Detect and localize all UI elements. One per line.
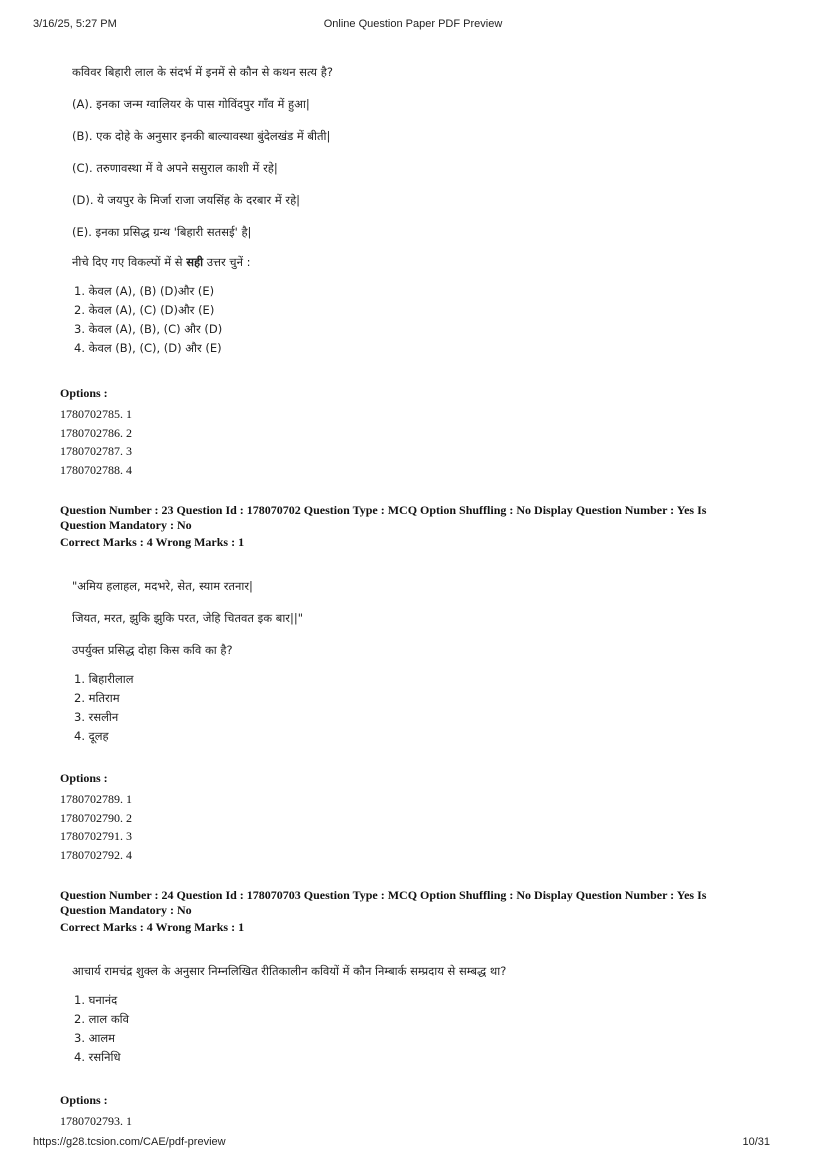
statement-e: (E). इनका प्रसिद्ध ग्रन्थ 'बिहारी सतसई' है| bbox=[72, 225, 252, 239]
question-23-meta bbox=[60, 503, 780, 550]
choice-item: 3. रसलीन bbox=[74, 710, 119, 724]
option-id: 1780702787. 3 bbox=[60, 444, 132, 458]
option-id: 1780702792. 4 bbox=[60, 847, 132, 862]
statement-d: (D). ये जयपुर के मिर्जा राजा जयसिंह के दरबार में रहे| bbox=[72, 193, 301, 207]
question-24-meta bbox=[60, 888, 780, 935]
question-23 bbox=[60, 578, 760, 746]
print-datetime: 3/16/25, 5:27 PM bbox=[33, 18, 117, 30]
choice-item: 3. आलम bbox=[74, 1031, 116, 1045]
question-stem: उपर्युक्त प्रसिद्ध दोहा किस कवि का है? bbox=[72, 643, 233, 657]
choice-list bbox=[60, 282, 760, 358]
question-meta-line: Question Mandatory : No bbox=[60, 903, 192, 917]
question-24 bbox=[60, 963, 780, 1067]
option-id: 1780702786. 2 bbox=[60, 425, 132, 440]
verse-line: जियत, मरत, झुकि झुकि परत, जेहि चितवत इक बार||" bbox=[72, 611, 304, 625]
choice-item: 4. रसनिधि bbox=[74, 1050, 121, 1064]
page-url: https://g28.tcsion.com/CAE/pdf-preview bbox=[33, 1136, 226, 1148]
choice-item: 1. घनानंद bbox=[74, 993, 118, 1007]
choice-list bbox=[60, 991, 780, 1067]
marks-line: Correct Marks : 4 Wrong Marks : 1 bbox=[60, 920, 245, 934]
instruction: नीचे दिए गए विकल्पों में से सही उत्तर चुनें : bbox=[72, 255, 251, 269]
options-title: Options : bbox=[60, 771, 108, 785]
options-title: Options : bbox=[60, 386, 108, 400]
print-footer bbox=[0, 1136, 826, 1152]
print-header bbox=[0, 18, 826, 34]
option-id: 1780702791. 3 bbox=[60, 829, 132, 843]
question-stem: आचार्य रामचंद्र शुक्ल के अनुसार निम्नलिखित रीतिकालीन कवियों में कौन निम्बार्क सम्प्रदाय से सम्बद्ध था? bbox=[72, 964, 507, 978]
statement-b: (B). एक दोहे के अनुसार इनकी बाल्यावस्था बुंदेलखंड में बीती| bbox=[72, 129, 331, 143]
choice-item: 2. केवल (A), (C) (D)और (E) bbox=[74, 303, 215, 317]
choice-item: 4. दूलह bbox=[74, 729, 109, 743]
statement-c: (C). तरुणावस्था में वे अपने ससुराल काशी में रहे| bbox=[72, 161, 278, 175]
question-22 bbox=[60, 64, 760, 358]
option-id: 1780702788. 4 bbox=[60, 462, 132, 477]
verse-line: "अमिय हलाहल, मदभरे, सेत, स्याम रतनार| bbox=[72, 579, 253, 593]
option-id: 1780702785. 1 bbox=[60, 407, 132, 421]
question-meta-line: Question Number : 23 Question Id : 178070702 Question Type : MCQ Option Shuffling : No Display Question Number : Yes Is bbox=[60, 503, 707, 517]
options-24 bbox=[60, 1093, 760, 1131]
options-23 bbox=[60, 771, 760, 864]
print-title: Online Question Paper PDF Preview bbox=[323, 18, 503, 30]
choice-list bbox=[60, 670, 760, 746]
choice-item: 1. बिहारीलाल bbox=[74, 672, 134, 686]
choice-item: 4. केवल (B), (C), (D) और (E) bbox=[74, 341, 222, 355]
options-22 bbox=[60, 386, 760, 479]
question-stem: कविवर बिहारी लाल के संदर्भ में इनमें से कौन से कथन सत्य है? bbox=[72, 65, 333, 79]
choice-item: 1. केवल (A), (B) (D)और (E) bbox=[74, 284, 215, 298]
choice-item: 3. केवल (A), (B), (C) और (D) bbox=[74, 322, 223, 336]
question-meta-line: Question Number : 24 Question Id : 178070703 Question Type : MCQ Option Shuffling : No Display Question Number : Yes Is bbox=[60, 888, 707, 902]
marks-line: Correct Marks : 4 Wrong Marks : 1 bbox=[60, 535, 245, 549]
option-id: 1780702789. 1 bbox=[60, 792, 132, 806]
statement-a: (A). इनका जन्म ग्वालियर के पास गोविंदपुर गाँव में हुआ| bbox=[72, 97, 310, 111]
choice-item: 2. लाल कवि bbox=[74, 1012, 130, 1026]
options-title: Options : bbox=[60, 1093, 108, 1107]
option-id: 1780702793. 1 bbox=[60, 1114, 132, 1128]
question-meta-line: Question Mandatory : No bbox=[60, 518, 192, 532]
page-number: 10/31 bbox=[742, 1136, 770, 1148]
option-id: 1780702790. 2 bbox=[60, 810, 132, 825]
choice-item: 2. मतिराम bbox=[74, 691, 120, 705]
